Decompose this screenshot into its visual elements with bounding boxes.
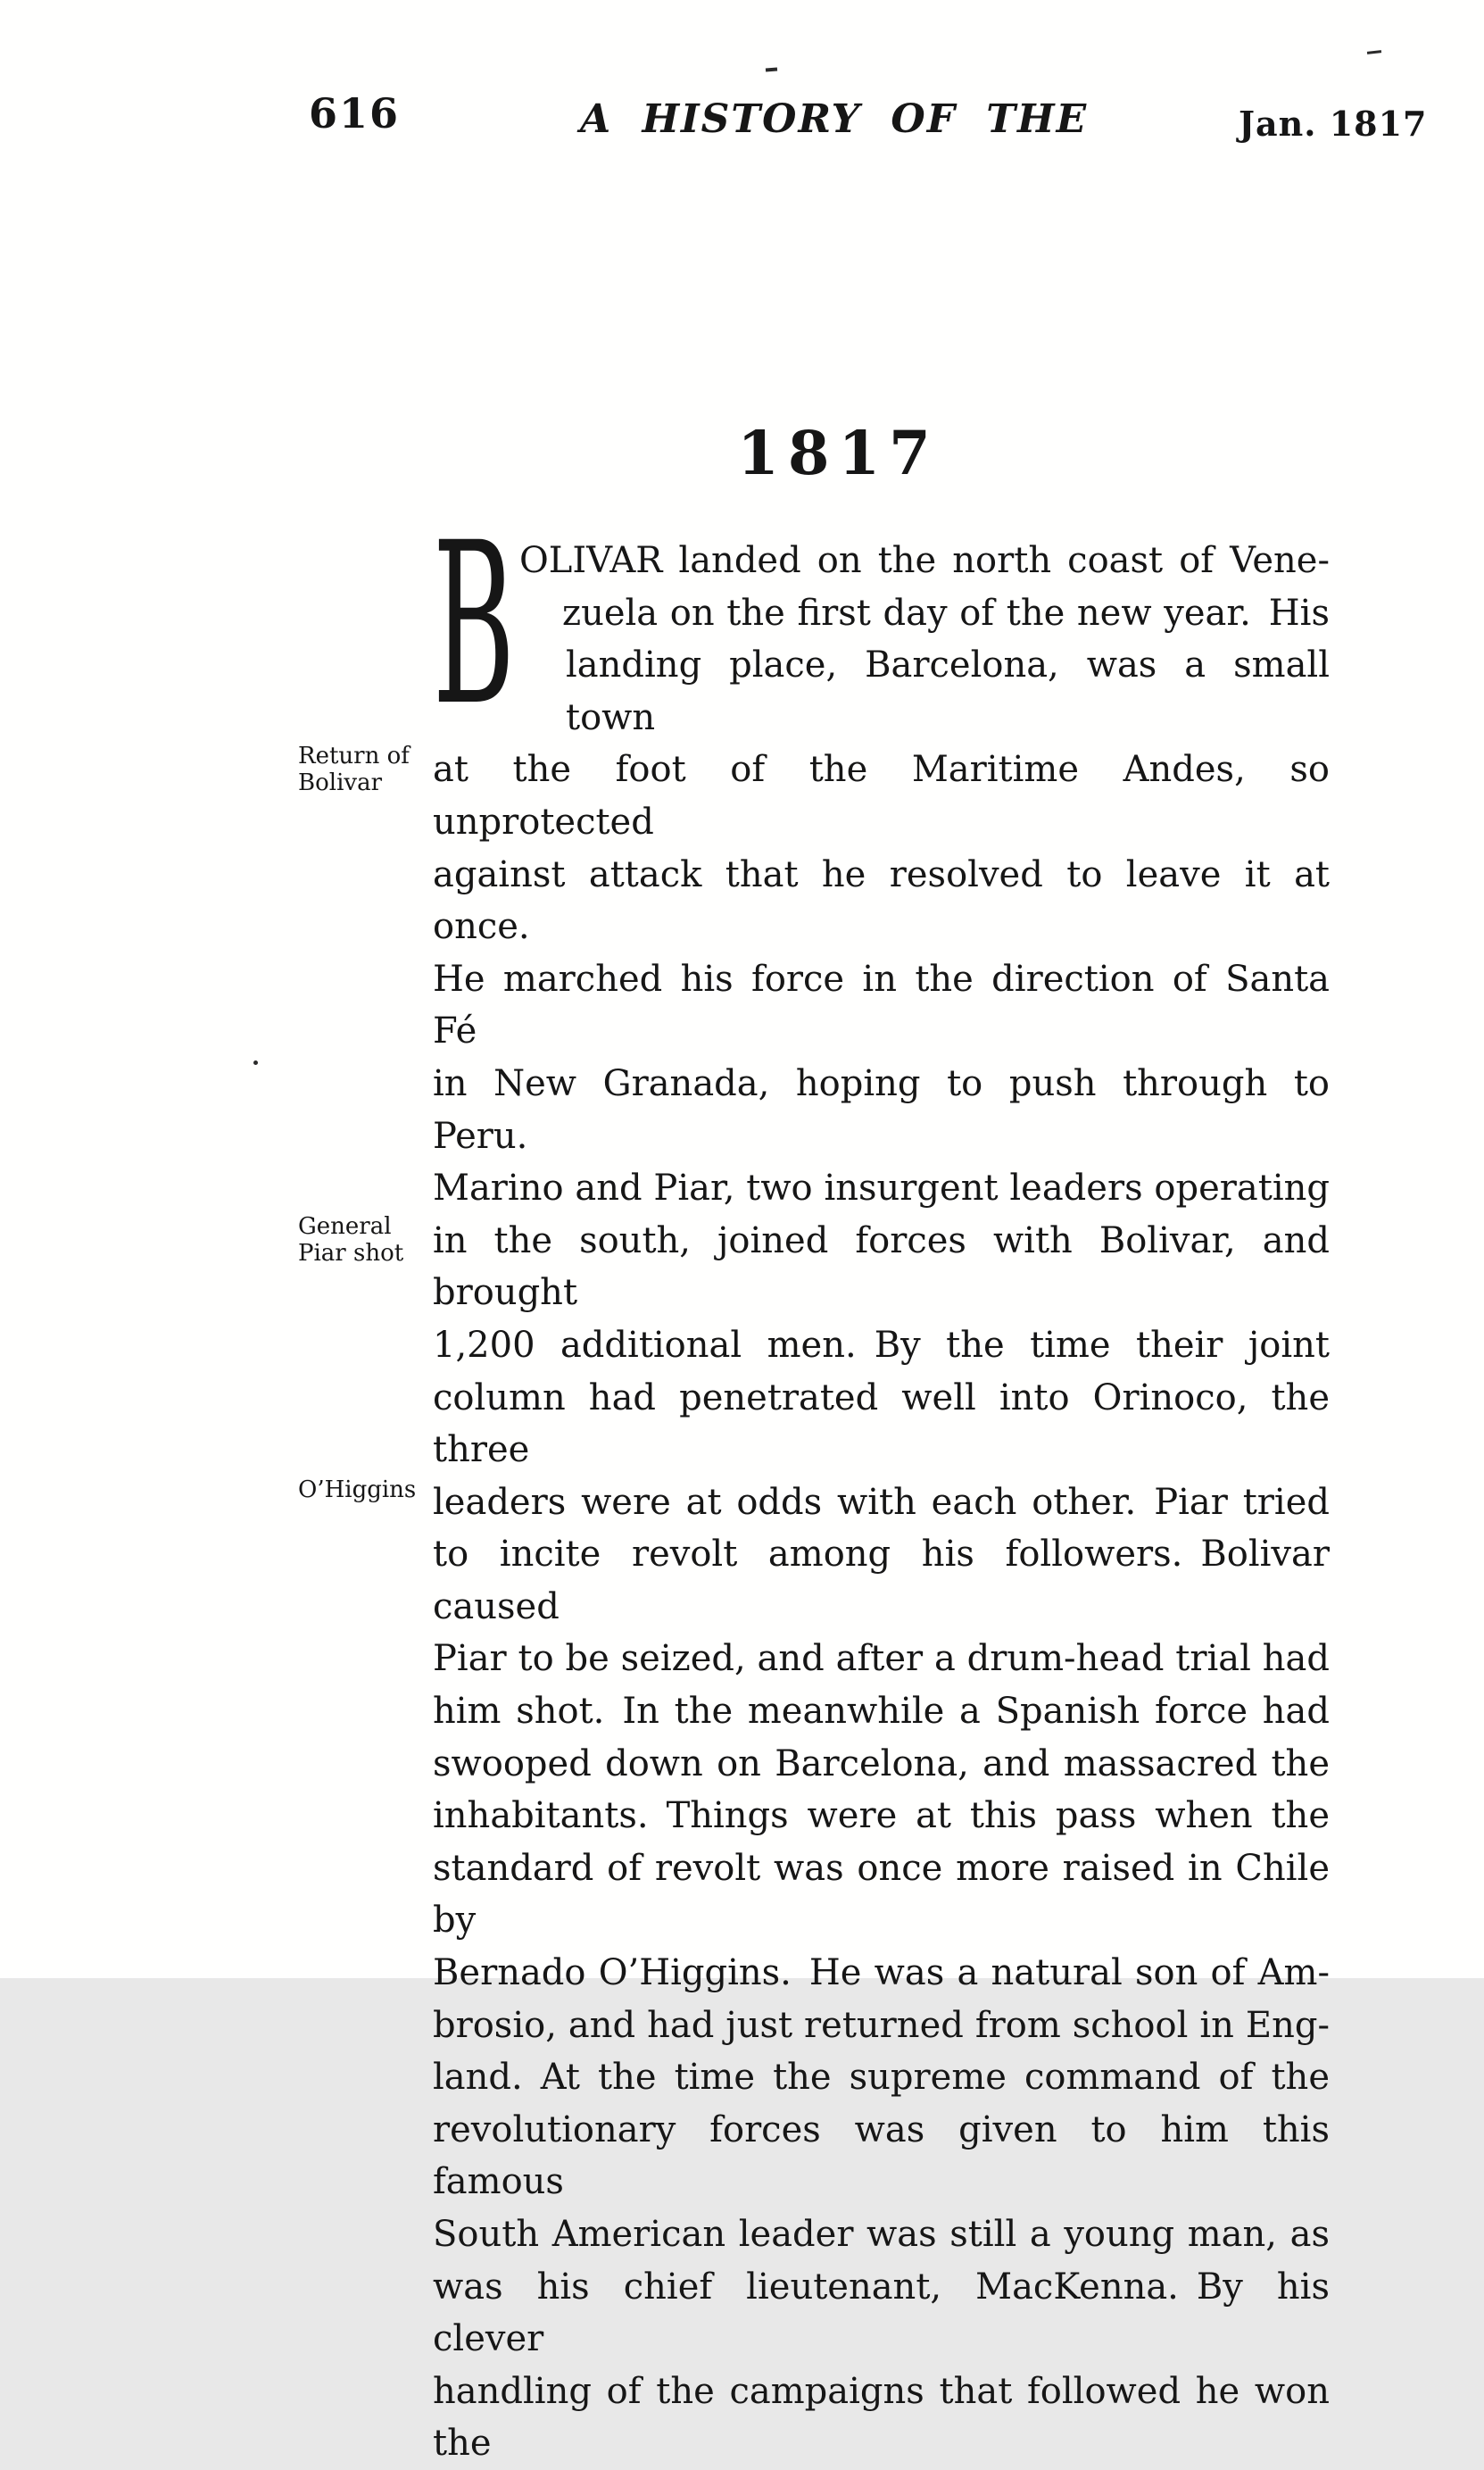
body-line: at the foot of the Maritime Andes, so unprotected	[433, 749, 1330, 843]
running-header-title: A HISTORY OF THE	[580, 96, 1089, 142]
margin-note-line: General	[298, 1213, 392, 1240]
body-line: 1,200 additional men. By the time their joint	[433, 1324, 1330, 1366]
body-line: to incite revolt among his followers. Bolivar caused	[433, 1534, 1330, 1627]
page-number: 616	[309, 89, 401, 137]
body-line: OLIVAR landed on the north coast of Vene-	[519, 540, 1330, 581]
body-line: Piar to be seized, and after a drum-head trial had	[433, 1638, 1330, 1680]
body-line: handling of the campaigns that followed he won the	[433, 2370, 1330, 2465]
margin-note-line: Piar shot	[298, 1239, 404, 1267]
body-line: zuela on the first day of the new year. His	[562, 592, 1330, 634]
body-line: was his chief lieutenant, MacKenna. By his clever	[433, 2266, 1330, 2360]
drop-cap-letter: B	[433, 495, 515, 754]
margin-note-ohiggins	[298, 1477, 432, 1504]
body-line: in New Granada, hoping to push through to Peru.	[433, 1062, 1330, 1157]
margin-note-general-piar-shot	[298, 1214, 432, 1267]
body-line: column had penetrated well into Orinoco, the three	[433, 1376, 1330, 1471]
body-line: land. At the time the supreme command of the	[433, 2057, 1330, 2099]
body-line: Bernado O’Higgins. He was a natural son of Am-	[433, 1952, 1330, 1994]
body-line: leaders were at odds with each other. Piar tried	[433, 1481, 1330, 1523]
chapter-heading: 1817	[737, 418, 940, 488]
margin-note-line: Return of	[298, 743, 410, 769]
body-line: against attack that he resolved to leave it at once.	[433, 853, 1330, 948]
body-line: inhabitants. Things were at this pass when the	[433, 1795, 1330, 1837]
scan-artifact-dash	[766, 68, 777, 72]
body-line: revolutionary forces was given to him this famous	[433, 2108, 1330, 2203]
body-line: He marched his force in the direction of Santa Fé	[433, 958, 1330, 1052]
body-line: him shot. In the meanwhile a Spanish force had	[433, 1691, 1330, 1733]
scan-artifact-dash	[1367, 50, 1381, 54]
running-header-date: Jan. 1817	[1239, 104, 1428, 144]
margin-note-line: O’Higgins	[298, 1476, 417, 1503]
body-line: brosio, and had just returned from school in Eng-	[433, 2004, 1330, 2046]
body-line: South American leader was still a young man, as	[433, 2214, 1330, 2255]
body-line: Marino and Piar, two insurgent leaders operating	[433, 1168, 1330, 1210]
margin-note-return-of-bolivar	[298, 744, 432, 796]
body-line: landing place, Barcelona, was a small town	[566, 645, 1330, 738]
margin-note-line: Bolivar	[298, 769, 383, 796]
scan-artifact-dot	[253, 1060, 258, 1065]
body-line: standard of revolt was once more raised in Chile by	[433, 1847, 1330, 1942]
body-text	[433, 495, 1330, 2470]
body-line: swooped down on Barcelona, and massacred the	[433, 1742, 1330, 1784]
body-line: in the south, joined forces with Bolivar, and brought	[433, 1219, 1330, 1314]
